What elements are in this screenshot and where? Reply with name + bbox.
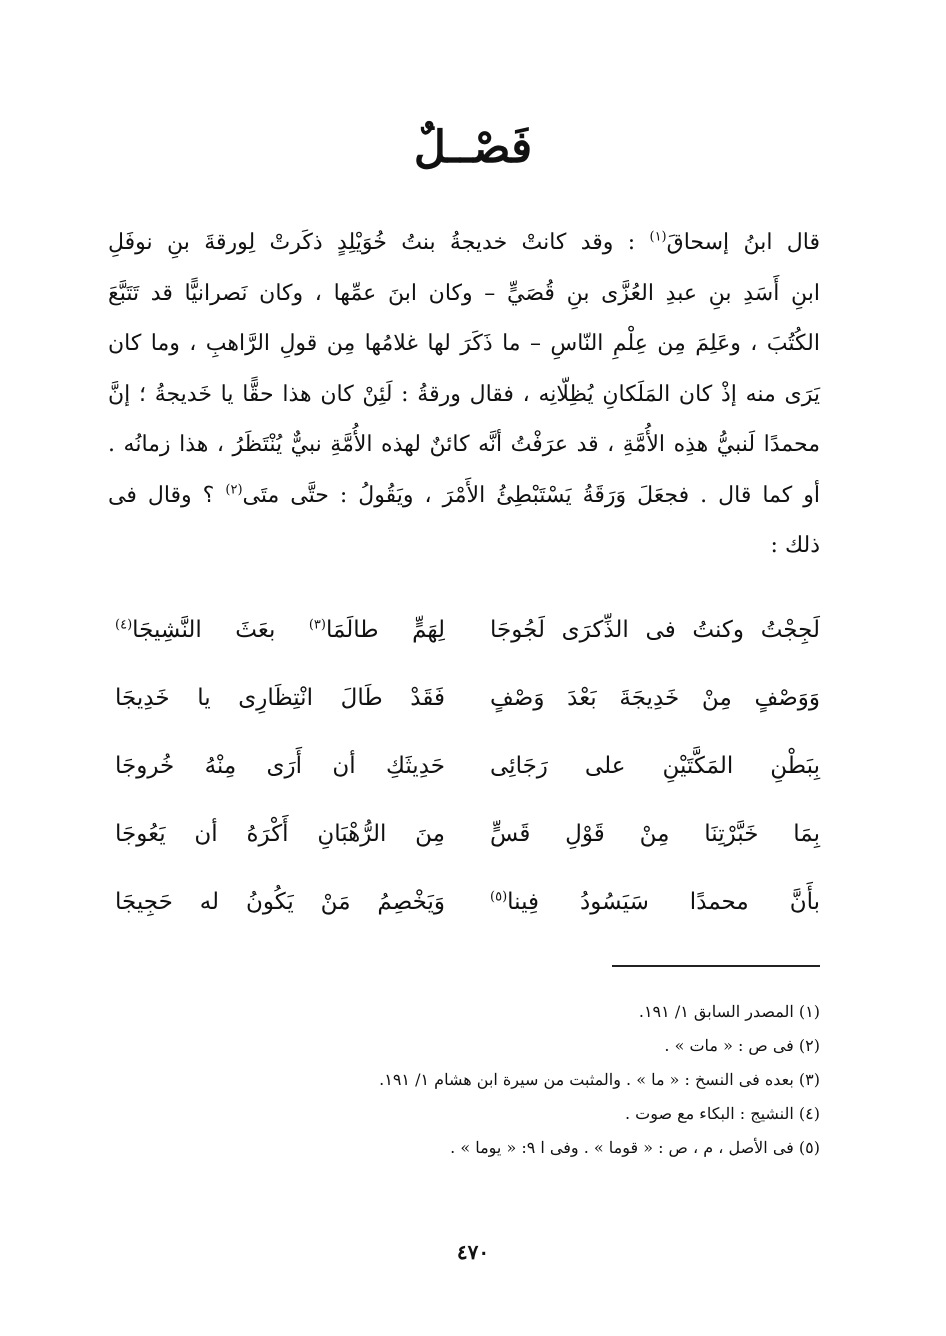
poem-verse	[115, 807, 820, 875]
footnote: (٢) فى ص : « مات » .	[664, 1036, 820, 1055]
footnote-ref: (١)	[649, 229, 667, 245]
prose-line: ابنِ أَسَدِ بنِ عبدِ العُزَّى بنِ قُصَيٍّ – وكان ابنَ عمِّها ، وكان نَصرانيًّا قد تَتَبَّعَ	[108, 280, 820, 306]
prose-line: محمدًا لَنبيُّ هذِه الأُمَّةِ ، قد عرَفْتُ أنَّه كائنٌ لهذه الأُمَّةِ نبيٌّ يُنْتَظَرُ ، هذا زمانُه .	[108, 432, 820, 457]
footnote-ref: (٢)	[225, 482, 243, 498]
poem-verse	[115, 671, 820, 739]
second-hemistich: مِنَ الرُّهْبَانِ أَكْرَهُ أن يَعُوجَا	[115, 821, 445, 847]
first-hemistich: بِمَا خَبَّرْتِنَا مِنْ قَوْلِ قَسٍّ	[490, 821, 820, 847]
footnote: (٥) فى الأصل ، م ، ص : « قوما » . وفى ا ٩: « يوما » .	[450, 1138, 820, 1157]
footnote-separator	[612, 965, 820, 967]
footnote-ref: (٣)	[308, 617, 326, 633]
second-hemistich: فَقَدْ طَالَ انْتِظَارِى يا خَدِيجَا	[115, 685, 445, 711]
footnotes	[120, 995, 820, 1165]
prose-paragraph	[108, 218, 820, 572]
first-hemistich: بِبَطْنِ المَكَّتَيْنِ على رَجَائِى	[490, 753, 820, 779]
prose-line: ذلك :	[770, 533, 820, 558]
footnote: (٣) بعده فى النسخ : « ما » . والمثبت من سيرة ابن هشام ١/ ١٩١.	[379, 1070, 820, 1089]
footnote-ref: (٥)	[490, 889, 508, 905]
footnote: (١) المصدر السابق ١/ ١٩١.	[638, 1002, 820, 1021]
first-hemistich: لَجِجْتُ وكنتُ فى الذِّكرَى لَجُوجَا	[490, 617, 820, 643]
section-title: فَصْــلٌ	[413, 122, 533, 173]
footnote: (٤) النشيج : البكاء مع صوت .	[624, 1104, 820, 1123]
page-number: ٤٧٠	[456, 1240, 490, 1264]
second-hemistich: حَدِيثَكِ أن أَرَى مِنْهُ خُروجَا	[115, 753, 445, 779]
prose-line: يَرَى منه إذْ كان المَلَكانِ يُظِلّانِه ، فقال ورقةُ : لَئِنْ كان هذا حقًّا يا خَديجةُ ؛ إنَّ	[108, 381, 820, 407]
poem-verse	[115, 875, 820, 943]
prose-line: الكُتُبَ ، وعَلِمَ مِن عِلْمِ النّاسِ – ما ذَكَرَ لها غلامُها مِن قولِ الرَّاهبِ ، وما كان	[108, 331, 820, 356]
poem-verse	[115, 739, 820, 807]
second-hemistich: لِهَمٍّ طالَمَا$^{(٣)}$ بعَثَ النَّشِيجَا$^{(٤)}$	[115, 617, 446, 643]
poem-verse	[115, 603, 820, 671]
second-hemistich: وَيَخْصِمُ مَنْ يَكُونُ له حَجِيجَا	[115, 889, 445, 915]
poem	[115, 603, 820, 943]
prose-line: أو كما قال . فجعَلَ وَرَقَةُ يَسْتَبْطِئُ الأَمْرَ ، ويَقُولُ : حتَّى متَى$^{(٢)}$ ؟ وقال فى	[108, 482, 820, 508]
first-hemistich: وَوَصْفٍ مِنْ خَدِيجَةَ بَعْدَ وَصْفٍ	[490, 685, 820, 711]
footnote-ref: (٤)	[115, 617, 133, 633]
prose-line: قال ابنُ إسحاقَ$^{(١)}$ : وقد كانتْ خديجةُ بنتُ خُوَيْلِدٍ ذكَرتْ لِورقةَ بنِ نوفَلِ	[108, 229, 820, 255]
first-hemistich: بأَنَّ محمدًا سَيَسُودُ فِينا$^{(٥)}$	[490, 889, 820, 915]
